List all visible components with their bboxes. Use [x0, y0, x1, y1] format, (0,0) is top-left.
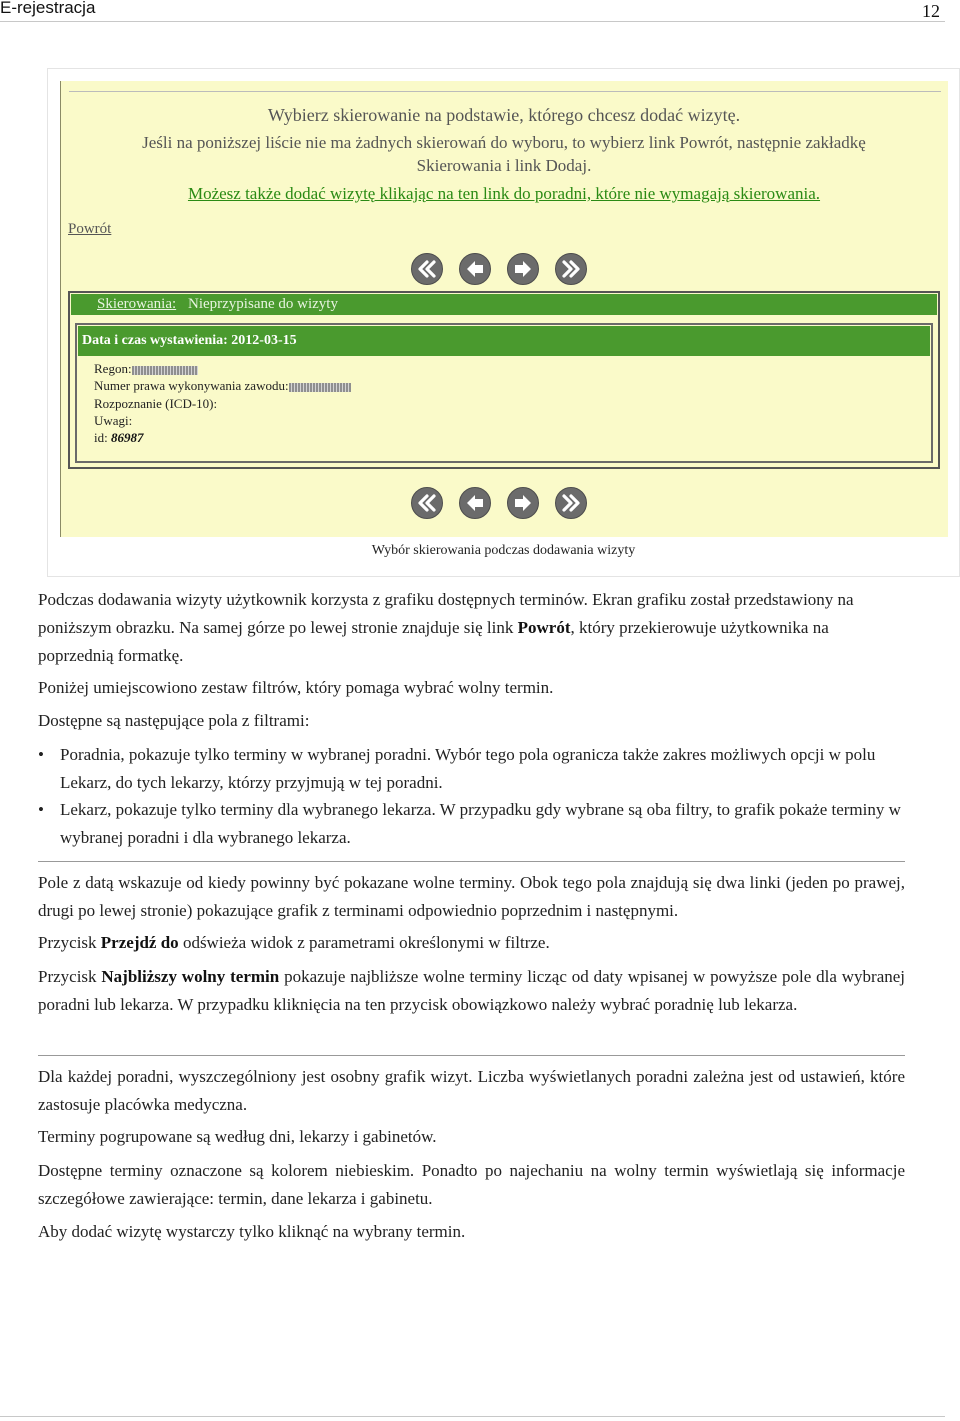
- regon-redacted: [132, 366, 198, 375]
- paragraph-text: pokazuje najbliższe wolne terminy licząc od daty wpisanej w powyższe pole dla wybranej poradni lub lekarza. W przypadku kliknięcia na ten przycisk obowiązkowo należy wybrać poradnię lub lekarza.: [38, 967, 906, 1014]
- first-page-icon[interactable]: [411, 253, 443, 285]
- license-field: [94, 378, 351, 394]
- bullet-icon: •: [38, 745, 44, 764]
- previous-page-icon[interactable]: [459, 253, 491, 285]
- previous-page-icon[interactable]: [459, 487, 491, 519]
- regon-field: [94, 361, 198, 377]
- instruction-text-line-1: Jeśli na poniższej liście nie ma żadnych skierowań do wyboru, to wybierz link Powrót, następnie zakładkę: [142, 133, 866, 152]
- paragraph-text: Przycisk: [38, 967, 102, 986]
- next-page-icon[interactable]: [507, 253, 539, 285]
- license-redacted: [289, 383, 351, 392]
- paragraph-go-to-button: [38, 929, 905, 957]
- paragraph-clinic-schedules: Dla każdej poradni, wyszczególniony jest osobny grafik wizyt. Liczba wyświetlanych poradni zależna jest od ustawień, które zastosuje placówka medyczna.: [38, 1067, 905, 1114]
- section-divider: [38, 1055, 905, 1056]
- document-title: E-rejestracja: [0, 0, 96, 17]
- bold-term-powrot: Powrót: [517, 618, 571, 637]
- back-link[interactable]: Powrót: [68, 221, 112, 237]
- embedded-screenshot: [60, 81, 948, 537]
- paragraph-text: , który przekierowuje użytkownika na poprzednią formatkę.: [38, 618, 829, 665]
- referrals-link[interactable]: Skierowania:: [97, 296, 177, 312]
- license-label: Numer prawa wykonywania zawodu:: [94, 378, 289, 393]
- regon-label: Regon:: [94, 361, 132, 376]
- paragraph-text: Podczas dodawania wizyty użytkownik korzysta z grafiku dostępnych terminów. Ekran grafiku został przedstawiony na poniższym obrazku. Na samej górze po lewej stronie znajduje się link: [38, 590, 854, 637]
- paragraph-grouping: Terminy pogrupowane są według dni, lekarzy i gabinetów.: [38, 1127, 437, 1146]
- footer-divider: [0, 1416, 945, 1417]
- paragraph-nearest-term-button: [38, 963, 905, 1019]
- bold-term-najblizszy-wolny-termin: Najbliższy wolny termin: [101, 967, 280, 986]
- referrals-filter-label: Nieprzypisane do wizyty: [188, 296, 338, 312]
- last-page-icon[interactable]: [555, 253, 587, 285]
- notes-label: Uwagi:: [94, 413, 133, 428]
- pagination-bottom: [411, 487, 587, 519]
- paragraph-date-field: Pole z datą wskazuje od kiedy powinny być pokazane wolne terminy. Obok tego pola znajdują się dwa linki (jeden po prawej, drugi po lewej stronie) pokazujące grafik z terminami odpowiednio poprzednim i następnymi.: [38, 873, 905, 920]
- screenshot-top-rule: [69, 91, 941, 92]
- referral-entry[interactable]: [75, 323, 933, 463]
- instruction-heading: Wybierz skierowanie na podstawie, którego chcesz dodać wizytę.: [267, 105, 741, 125]
- screenshot-figure: [47, 68, 960, 577]
- referral-id-field: [94, 430, 143, 446]
- referrals-panel: [68, 291, 940, 469]
- referrals-panel-header: [71, 294, 937, 315]
- paragraph-filters-list-intro: Dostępne są następujące pola z filtrami:: [38, 711, 310, 730]
- paragraph-filters-intro: Poniżej umiejscowiono zestaw filtrów, który pomaga wybrać wolny termin.: [38, 678, 554, 697]
- diagnosis-label: Rozpoznanie (ICD-10):: [94, 396, 218, 411]
- paragraph-add-visit: Aby dodać wizytę wystarczy tylko kliknąć na wybrany termin.: [38, 1222, 466, 1241]
- list-item-text: Lekarz, pokazuje tylko terminy dla wybranego lekarza. W przypadku gdy wybrane są oba filtry, to grafik pokaże terminy w wybranej poradni i dla wybranego lekarza.: [60, 800, 901, 847]
- paragraph-text: odświeża widok z parametrami określonymi w filtrze.: [178, 933, 550, 952]
- referral-id-value: 86987: [110, 430, 144, 445]
- list-item-text: Poradnia, pokazuje tylko terminy w wybranej poradni. Wybór tego pola ogranicza także zakres możliwych opcji w polu Lekarz, do tych lekarzy, którzy przyjmują w tej poradni.: [60, 745, 876, 792]
- no-referral-link[interactable]: Możesz także dodać wizytę klikając na ten link do poradni, które nie wymagają skierowania.: [187, 184, 821, 203]
- last-page-icon[interactable]: [555, 487, 587, 519]
- id-label: id:: [94, 430, 108, 445]
- figure-caption: Wybór skierowania podczas dodawania wizyty: [371, 543, 636, 558]
- bullet-icon: •: [38, 800, 44, 819]
- page-number: 12: [922, 1, 940, 21]
- referral-issue-date: Data i czas wystawienia: 2012-03-15: [78, 326, 930, 356]
- bold-term-przejdz-do: Przejdź do: [100, 933, 179, 952]
- header-divider: [0, 21, 945, 22]
- paragraph-schedule-intro: [38, 586, 905, 670]
- paragraph-available-terms: Dostępne terminy oznaczone są kolorem niebieskim. Ponadto po najechaniu na wolny termin wyświetlają się informacje szczegółowe zawierające: termin, dane lekarza i gabinetu.: [38, 1161, 905, 1208]
- instruction-text-line-2: Skierowania i link Dodaj.: [416, 156, 592, 175]
- next-page-icon[interactable]: [507, 487, 539, 519]
- pagination-top: [411, 253, 587, 285]
- paragraph-text: Przycisk: [38, 933, 101, 952]
- first-page-icon[interactable]: [411, 487, 443, 519]
- section-divider: [38, 861, 905, 862]
